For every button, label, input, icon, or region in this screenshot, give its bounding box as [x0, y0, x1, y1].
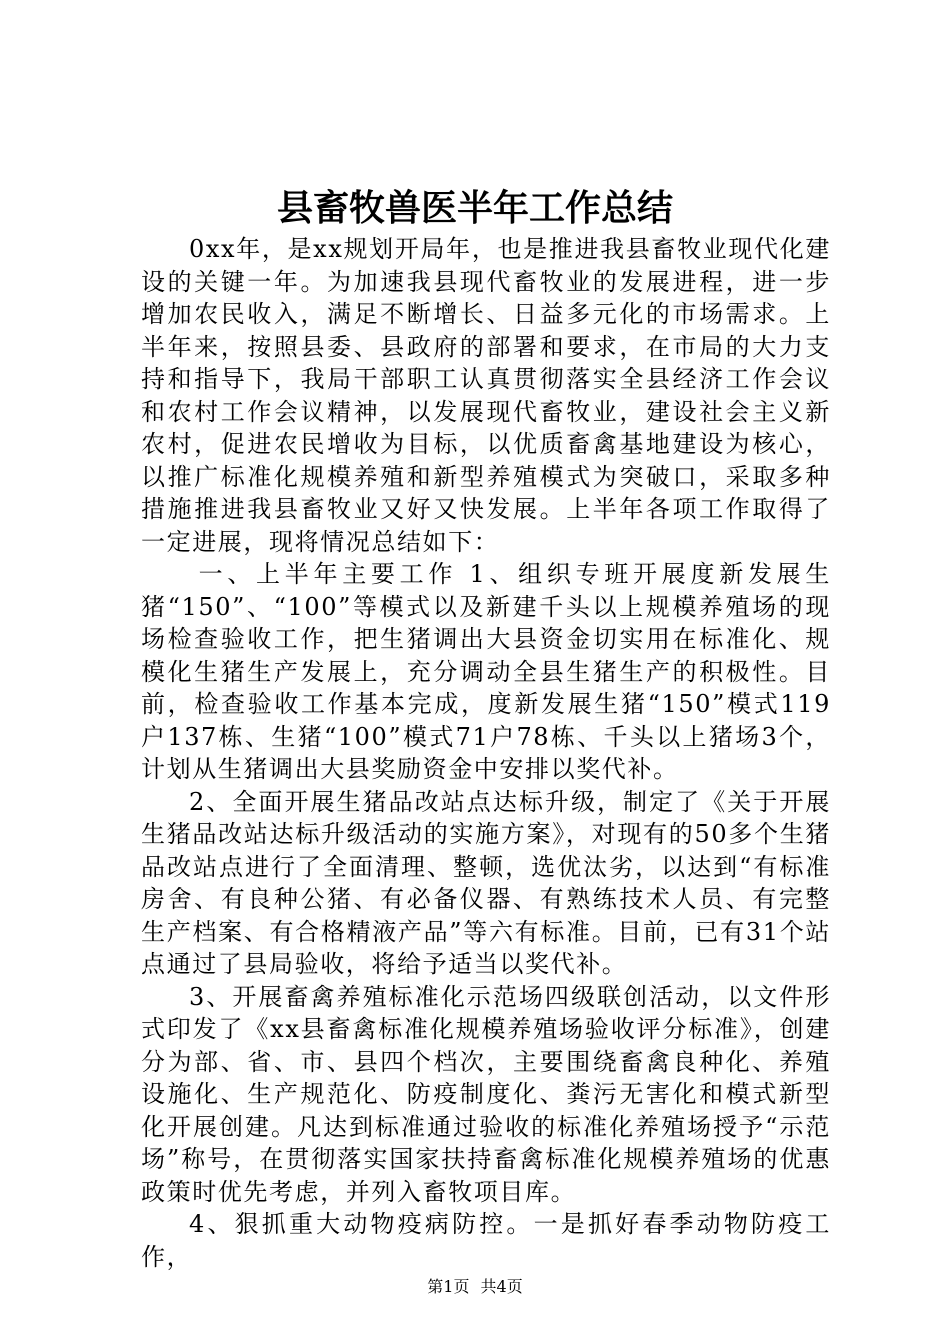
paragraph-section-3: 3、开展畜禽养殖标准化示范场四级联创活动，以文件形式印发了《xx县畜禽标准化规模养殖场验收评分标准》，创建分为部、省、市、县四个档次，主要围绕畜禽良种化、养殖设施化、生产规范化、防疫制度化、粪污无害化和模式新型化开展创建。凡达到标准通过验收的标准化养殖场授予“示范场”称号，在贯彻落实国家扶持畜禽标准化规模养殖场的优惠政策时优先考虑，并列入畜牧项目库。: [141, 982, 831, 1206]
paragraph-intro: 0xx年，是xx规划开局年，也是推进我县畜牧业现代化建设的关键一年。为加速我县现代畜牧业的发展进程，进一步增加农民收入，满足不断增长、日益多元化的市场需求。上半年来，按照县委、县政府的部署和要求，在市局的大力支持和指导下，我局干部职工认真贯彻落实全县经济工作会议和农村工作会议精神，以发展现代畜牧业，建设社会主义新农村，促进农民增收为目标，以优质畜禽基地建设为核心，以推广标准化规模养殖和新型养殖模式为突破口，采取多种措施推进我县畜牧业又好又快发展。上半年各项工作取得了一定进展，现将情况总结如下：: [141, 235, 831, 556]
page-number: 第1页: [427, 1277, 470, 1296]
document-title: 县畜牧兽医半年工作总结: [276, 187, 673, 229]
paragraph-section-4: 4、狠抓重大动物疫病防控。一是抓好春季动物防疫工作，: [141, 1210, 831, 1271]
page-total: 共4页: [480, 1277, 523, 1296]
paragraph-section-1: 一、上半年主要工作 1、组织专班开展度新发展生猪“150”、“100”等模式以及新建千头以上规模养殖场的现场检查验收工作，把生猪调出大县资金切实用在标准化、规模化生猪生产发展上，充分调动全县生猪生产的积极性。目前，检查验收工作基本完成，度新发展生猪“150”模式119户137栋、生猪“100”模式71户78栋、千头以上猪场3个，计划从生猪调出大县奖励资金中安排以奖代补。: [141, 560, 831, 783]
page-footer: [0, 1276, 950, 1298]
document-body: [141, 233, 831, 1273]
paragraph-section-2: 2、全面开展生猪品改站点达标升级，制定了《关于开展生猪品改站达标升级活动的实施方案》，对现有的50多个生猪品改站点进行了全面清理、整顿，选优汰劣，以达到“有标准房舍、有良种公猪、有必备仪器、有熟练技术人员、有完整生产档案、有合格精液产品”等六有标准。目前，已有31个站点通过了县局验收，将给予适当以奖代补。: [141, 787, 831, 978]
